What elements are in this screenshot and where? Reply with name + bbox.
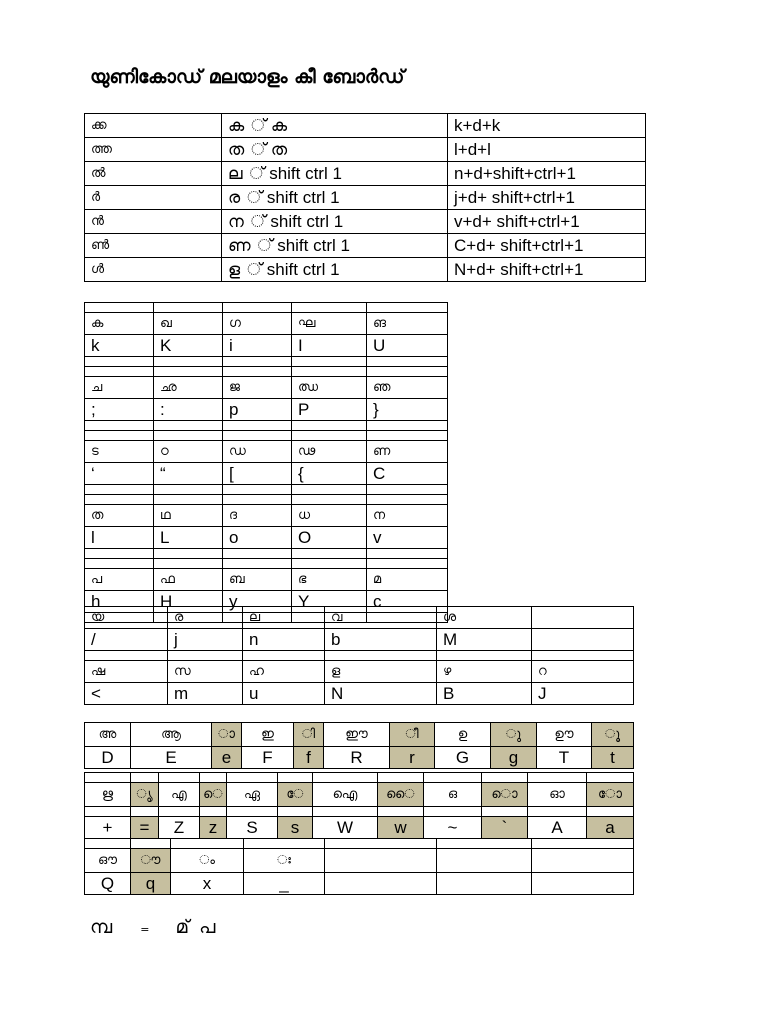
formula-rhs: മ് പ xyxy=(175,916,218,938)
letter-cell: ീ xyxy=(390,723,435,747)
letter-cell: റ xyxy=(532,661,634,683)
letter-cell: ം xyxy=(171,849,244,873)
spacer-cell xyxy=(154,421,223,431)
formula-result: മ്പ xyxy=(90,916,113,938)
letter-cell: ഐ xyxy=(313,783,378,807)
spacer-cell xyxy=(159,773,200,783)
key-cell: + xyxy=(85,817,131,839)
spacer-cell xyxy=(154,559,223,569)
letter-cell: ഝ xyxy=(292,377,367,399)
letter-row xyxy=(85,377,448,399)
spacer-cell xyxy=(367,559,448,569)
spacer-cell xyxy=(313,773,378,783)
letter-row xyxy=(85,313,448,335)
spacer-cell xyxy=(223,367,292,377)
conjunct-row xyxy=(85,258,646,282)
key-cell: Z xyxy=(159,817,200,839)
key-cell: { xyxy=(292,463,367,485)
conjunct-composition: ള ് shift ctrl 1 xyxy=(222,258,448,282)
key-cell: W xyxy=(313,817,378,839)
key-cell: h xyxy=(85,591,154,613)
key-cell: C xyxy=(367,463,448,485)
key-cell: T xyxy=(537,747,592,769)
key-cell: P xyxy=(292,399,367,421)
letter-cell xyxy=(325,849,437,873)
key-cell: l xyxy=(85,527,154,549)
spacer-cell xyxy=(131,773,159,783)
conjunct-letter: ൽ xyxy=(85,162,222,186)
spacer-cell xyxy=(292,431,367,441)
conjunct-composition: ര ് shift ctrl 1 xyxy=(222,186,448,210)
letter-cell: ച xyxy=(85,377,154,399)
key-cell: L xyxy=(154,527,223,549)
spacer-cell xyxy=(378,807,424,817)
spacer-cell xyxy=(85,357,154,367)
spacer-cell xyxy=(85,495,154,505)
spacer-cell xyxy=(154,367,223,377)
key-cell: M xyxy=(437,629,532,651)
vowel-table-2 xyxy=(84,772,634,839)
conjunct-keystrokes: k+d+k xyxy=(448,114,646,138)
letter-row xyxy=(85,441,448,463)
spacer-cell xyxy=(313,807,378,817)
spacer-cell xyxy=(367,357,448,367)
conjunct-composition: ക ് ക xyxy=(222,114,448,138)
letter-cell xyxy=(437,849,532,873)
spacer-cell xyxy=(292,559,367,569)
key-cell: p xyxy=(223,399,292,421)
conjunct-composition: ത ് ത xyxy=(222,138,448,162)
key-cell: R xyxy=(324,747,390,769)
conjunct-keystrokes: C+d+ shift+ctrl+1 xyxy=(448,234,646,258)
letter-cell: േ xyxy=(278,783,313,807)
letter-cell: ഈ xyxy=(324,723,390,747)
letter-row xyxy=(85,661,634,683)
key-row xyxy=(85,629,634,651)
conjunct-letter: ത്ത xyxy=(85,138,222,162)
letter-cell: ള xyxy=(325,661,437,683)
spacer-cell xyxy=(85,807,131,817)
letter-cell: എ xyxy=(159,783,200,807)
key-cell: J xyxy=(532,683,634,705)
spacer-cell xyxy=(85,303,154,313)
letter-cell: ൗ xyxy=(131,849,171,873)
conjunct-formula xyxy=(90,916,217,938)
spacer-cell xyxy=(424,807,482,817)
conjunct-letter: ൾ xyxy=(85,258,222,282)
spacer-cell xyxy=(482,807,528,817)
consonant-table xyxy=(84,302,448,623)
spacer-cell xyxy=(367,303,448,313)
key-cell: r xyxy=(390,747,435,769)
letter-cell: യ xyxy=(85,607,168,629)
letter-cell: ഃ xyxy=(244,849,325,873)
conjunct-letter: ൻ xyxy=(85,210,222,234)
conjunct-row xyxy=(85,234,646,258)
letter-cell: ട xyxy=(85,441,154,463)
letter-cell: ഗ xyxy=(223,313,292,335)
vowel-table-1 xyxy=(84,722,634,769)
spacer-row xyxy=(85,357,448,367)
letter-cell: ഫ xyxy=(154,569,223,591)
key-cell xyxy=(437,873,532,895)
key-cell: v xyxy=(367,527,448,549)
spacer-cell xyxy=(367,367,448,377)
key-cell: n xyxy=(243,629,325,651)
conjunct-keystrokes: l+d+l xyxy=(448,138,646,162)
key-cell: s xyxy=(278,817,313,839)
letter-cell: ഹ xyxy=(243,661,325,683)
key-row xyxy=(85,335,448,357)
key-cell: w xyxy=(378,817,424,839)
spacer-cell xyxy=(292,485,367,495)
spacer-cell xyxy=(154,485,223,495)
key-cell: k xyxy=(85,335,154,357)
key-cell: Y xyxy=(292,591,367,613)
spacer-cell xyxy=(85,485,154,495)
key-cell: / xyxy=(85,629,168,651)
conjunct-composition: ന ് shift ctrl 1 xyxy=(222,210,448,234)
spacer-cell xyxy=(223,485,292,495)
spacer-row xyxy=(85,559,448,569)
spacer-row xyxy=(85,773,634,783)
spacer-cell xyxy=(85,367,154,377)
spacer-row xyxy=(85,651,634,661)
letter-cell: ഡ xyxy=(223,441,292,463)
spacer-row xyxy=(85,421,448,431)
spacer-cell xyxy=(85,549,154,559)
letter-cell: ഏ xyxy=(227,783,278,807)
key-cell: Q xyxy=(85,873,131,895)
letter-cell: ൈ xyxy=(378,783,424,807)
letter-cell xyxy=(532,849,634,873)
spacer-cell xyxy=(223,357,292,367)
letter-row xyxy=(85,569,448,591)
conjunct-composition: ണ ് shift ctrl 1 xyxy=(222,234,448,258)
key-row xyxy=(85,873,634,895)
spacer-row xyxy=(85,495,448,505)
letter-cell: മ xyxy=(367,569,448,591)
conjunct-row xyxy=(85,114,646,138)
key-cell: D xyxy=(85,747,131,769)
key-cell: y xyxy=(223,591,292,613)
formula-equals: = xyxy=(140,923,150,936)
key-cell: ‘ xyxy=(85,463,154,485)
key-cell: O xyxy=(292,527,367,549)
letter-cell: ഒ xyxy=(424,783,482,807)
key-cell: ~ xyxy=(424,817,482,839)
letter-cell: ഭ xyxy=(292,569,367,591)
letter-cell: ി xyxy=(294,723,324,747)
spacer-cell xyxy=(223,495,292,505)
letter-cell: െ xyxy=(200,783,227,807)
letter-cell: ഉ xyxy=(435,723,491,747)
spacer-cell xyxy=(85,773,131,783)
key-cell: z xyxy=(200,817,227,839)
key-cell: m xyxy=(168,683,243,705)
letter-cell: അ xyxy=(85,723,131,747)
key-cell: _ xyxy=(244,873,325,895)
spacer-cell xyxy=(528,807,587,817)
key-cell: o xyxy=(223,527,292,549)
letter-cell: ഔ xyxy=(85,849,131,873)
letter-cell: ഊ xyxy=(537,723,592,747)
spacer-row xyxy=(85,303,448,313)
key-row xyxy=(85,463,448,485)
key-cell: H xyxy=(154,591,223,613)
spacer-row xyxy=(85,549,448,559)
spacer-cell xyxy=(223,303,292,313)
conjunct-composition: ല ് shift ctrl 1 xyxy=(222,162,448,186)
spacer-cell xyxy=(85,559,154,569)
key-cell: b xyxy=(325,629,437,651)
spacer-cell xyxy=(378,773,424,783)
key-cell: I xyxy=(292,335,367,357)
spacer-cell xyxy=(367,485,448,495)
key-cell: c xyxy=(367,591,448,613)
letter-cell: ശ xyxy=(437,607,532,629)
spacer-cell xyxy=(292,421,367,431)
conjunct-keystrokes: v+d+ shift+ctrl+1 xyxy=(448,210,646,234)
key-cell: : xyxy=(154,399,223,421)
key-cell: q xyxy=(131,873,171,895)
letter-cell: ങ xyxy=(367,313,448,335)
letter-cell: വ xyxy=(325,607,437,629)
spacer-cell xyxy=(292,357,367,367)
letter-cell: ണ xyxy=(367,441,448,463)
spacer-row xyxy=(85,485,448,495)
conjunct-row xyxy=(85,186,646,210)
spacer-cell xyxy=(278,773,313,783)
spacer-cell xyxy=(223,431,292,441)
spacer-cell xyxy=(367,421,448,431)
conjunct-keystrokes: n+d+shift+ctrl+1 xyxy=(448,162,646,186)
key-cell: u xyxy=(243,683,325,705)
key-cell: j xyxy=(168,629,243,651)
key-cell: e xyxy=(212,747,242,769)
key-cell: g xyxy=(491,747,537,769)
key-row xyxy=(85,399,448,421)
key-cell: ` xyxy=(482,817,528,839)
conjunct-row xyxy=(85,138,646,162)
spacer-cell xyxy=(131,839,171,849)
spacer-cell xyxy=(437,651,532,661)
conjunct-letter: ർ xyxy=(85,186,222,210)
key-cell: [ xyxy=(223,463,292,485)
spacer-cell xyxy=(367,549,448,559)
spacer-cell xyxy=(244,839,325,849)
key-cell: K xyxy=(154,335,223,357)
letter-cell: ജ xyxy=(223,377,292,399)
spacer-cell xyxy=(85,421,154,431)
conjunct-row xyxy=(85,210,646,234)
key-cell xyxy=(532,873,634,895)
spacer-cell xyxy=(85,431,154,441)
key-cell: G xyxy=(435,747,491,769)
letter-cell: ഋ xyxy=(85,783,131,807)
spacer-cell xyxy=(85,651,168,661)
spacer-cell xyxy=(223,559,292,569)
letter-cell: ഞ xyxy=(367,377,448,399)
letter-cell: ഓ xyxy=(528,783,587,807)
key-cell: F xyxy=(242,747,294,769)
key-cell: B xyxy=(437,683,532,705)
letter-row xyxy=(85,723,634,747)
vowel-table-3 xyxy=(84,838,634,895)
key-row xyxy=(85,527,448,549)
spacer-cell xyxy=(223,421,292,431)
letter-cell: ാ xyxy=(212,723,242,747)
letter-cell: സ xyxy=(168,661,243,683)
letter-cell: ഴ xyxy=(437,661,532,683)
spacer-cell xyxy=(325,651,437,661)
letter-cell: ു xyxy=(491,723,537,747)
letter-cell: ഥ xyxy=(154,505,223,527)
letter-cell: ൃ xyxy=(131,783,159,807)
key-cell xyxy=(325,873,437,895)
key-cell xyxy=(532,629,634,651)
key-cell: S xyxy=(227,817,278,839)
letter-cell: ൊ xyxy=(482,783,528,807)
spacer-cell xyxy=(532,839,634,849)
letter-cell: ഇ xyxy=(242,723,294,747)
letter-cell: ക xyxy=(85,313,154,335)
spacer-cell xyxy=(532,651,634,661)
spacer-cell xyxy=(154,303,223,313)
key-cell: x xyxy=(171,873,244,895)
letter-row xyxy=(85,783,634,807)
conjunct-keystrokes: j+d+ shift+ctrl+1 xyxy=(448,186,646,210)
conjunct-row xyxy=(85,162,646,186)
letter-cell: ര xyxy=(168,607,243,629)
spacer-row xyxy=(85,431,448,441)
spacer-cell xyxy=(154,357,223,367)
key-cell: t xyxy=(592,747,634,769)
letter-cell: ഷ xyxy=(85,661,168,683)
letter-cell: ധ xyxy=(292,505,367,527)
spacer-cell xyxy=(154,431,223,441)
spacer-cell xyxy=(200,807,227,817)
letter-cell: ോ xyxy=(587,783,634,807)
spacer-cell xyxy=(154,549,223,559)
spacer-cell xyxy=(367,495,448,505)
key-row xyxy=(85,683,634,705)
spacer-cell xyxy=(85,839,131,849)
key-cell: “ xyxy=(154,463,223,485)
letter-cell: ത xyxy=(85,505,154,527)
spacer-cell xyxy=(131,807,159,817)
spacer-cell xyxy=(292,549,367,559)
spacer-cell xyxy=(168,651,243,661)
letter-cell: ഖ xyxy=(154,313,223,335)
spacer-cell xyxy=(223,549,292,559)
other-consonant-table xyxy=(84,606,634,705)
key-cell: f xyxy=(294,747,324,769)
letter-cell: ൂ xyxy=(592,723,634,747)
spacer-cell xyxy=(482,773,528,783)
key-cell: N xyxy=(325,683,437,705)
letter-cell: ബ xyxy=(223,569,292,591)
spacer-row xyxy=(85,807,634,817)
letter-cell: പ xyxy=(85,569,154,591)
spacer-row xyxy=(85,367,448,377)
spacer-cell xyxy=(278,807,313,817)
letter-cell xyxy=(532,607,634,629)
spacer-cell xyxy=(154,495,223,505)
spacer-cell xyxy=(424,773,482,783)
page-title: യുണികോഡ് മലയാളം കീ ബോർഡ് xyxy=(90,66,405,88)
conjunct-letter: ൺ xyxy=(85,234,222,258)
key-row xyxy=(85,817,634,839)
key-cell: < xyxy=(85,683,168,705)
spacer-cell xyxy=(171,839,244,849)
conjunct-letter: ക്ക xyxy=(85,114,222,138)
letter-cell: ദ xyxy=(223,505,292,527)
letter-row xyxy=(85,849,634,873)
conjunct-keystrokes: N+d+ shift+ctrl+1 xyxy=(448,258,646,282)
key-cell: A xyxy=(528,817,587,839)
spacer-cell xyxy=(292,495,367,505)
key-cell: } xyxy=(367,399,448,421)
spacer-cell xyxy=(200,773,227,783)
key-cell: ; xyxy=(85,399,154,421)
spacer-cell xyxy=(325,839,437,849)
key-cell: i xyxy=(223,335,292,357)
spacer-cell xyxy=(367,431,448,441)
letter-cell: ല xyxy=(243,607,325,629)
key-cell: = xyxy=(131,817,159,839)
spacer-cell xyxy=(528,773,587,783)
letter-cell: ഢ xyxy=(292,441,367,463)
letter-cell: ആ xyxy=(131,723,212,747)
letter-row xyxy=(85,505,448,527)
spacer-cell xyxy=(587,773,634,783)
spacer-cell xyxy=(227,807,278,817)
letter-cell: ഛ xyxy=(154,377,223,399)
spacer-row xyxy=(85,839,634,849)
spacer-cell xyxy=(437,839,532,849)
conjunct-table xyxy=(84,113,646,282)
key-cell: a xyxy=(587,817,634,839)
letter-cell: ഠ xyxy=(154,441,223,463)
spacer-cell xyxy=(292,303,367,313)
letter-row xyxy=(85,607,634,629)
spacer-cell xyxy=(159,807,200,817)
letter-cell: ഘ xyxy=(292,313,367,335)
spacer-cell xyxy=(292,367,367,377)
letter-cell: ന xyxy=(367,505,448,527)
spacer-cell xyxy=(243,651,325,661)
key-cell: E xyxy=(131,747,212,769)
key-row xyxy=(85,747,634,769)
spacer-cell xyxy=(587,807,634,817)
spacer-cell xyxy=(227,773,278,783)
key-cell: U xyxy=(367,335,448,357)
